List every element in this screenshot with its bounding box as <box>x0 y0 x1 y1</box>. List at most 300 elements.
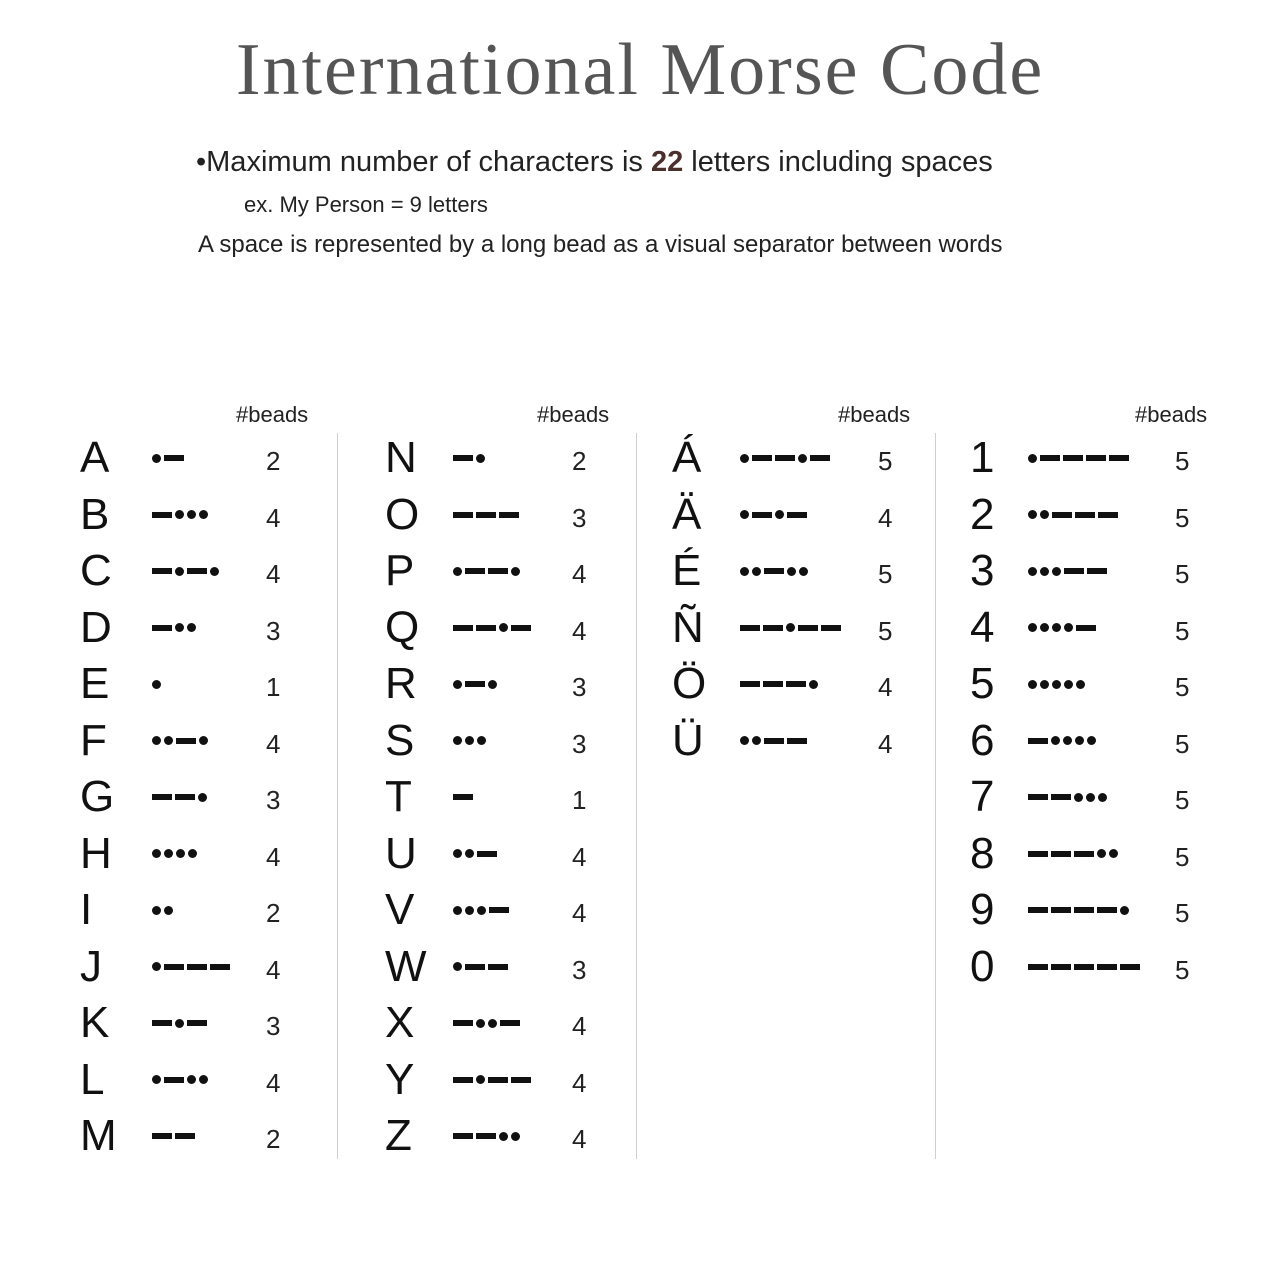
morse-pattern <box>152 849 200 859</box>
bead-count: 4 <box>572 559 587 589</box>
dash-bead <box>476 512 496 518</box>
morse-pattern <box>152 1131 198 1141</box>
morse-pattern <box>1028 905 1132 915</box>
dot-bead <box>164 906 173 915</box>
bead-count: 5 <box>878 559 893 589</box>
code-character: Q <box>385 602 420 652</box>
morse-pattern <box>152 736 211 746</box>
code-row <box>80 1108 380 1164</box>
dot-bead <box>199 1075 208 1084</box>
dash-bead <box>499 512 519 518</box>
morse-pattern <box>1028 453 1132 463</box>
dash-bead <box>764 738 784 744</box>
dot-bead <box>740 736 749 745</box>
dot-bead <box>1028 567 1037 576</box>
code-character: L <box>80 1054 105 1104</box>
dash-bead <box>465 568 485 574</box>
dot-bead <box>175 1019 184 1028</box>
dash-bead <box>1051 964 1071 970</box>
dash-bead <box>477 851 497 857</box>
dot-bead <box>1040 567 1049 576</box>
dash-bead <box>152 1133 172 1139</box>
code-character: 9 <box>970 885 995 934</box>
morse-pattern <box>453 510 522 520</box>
dot-bead <box>809 680 818 689</box>
dot-bead <box>1028 510 1037 519</box>
column-divider <box>636 433 637 1159</box>
morse-pattern <box>152 566 222 576</box>
dash-bead <box>175 794 195 800</box>
morse-pattern <box>453 1018 523 1028</box>
code-row <box>80 769 380 825</box>
dash-bead <box>1063 455 1083 461</box>
code-row <box>672 600 972 656</box>
dot-bead <box>152 454 161 463</box>
dot-bead <box>1087 736 1096 745</box>
dot-bead <box>199 510 208 519</box>
dash-bead <box>453 1133 473 1139</box>
max-characters-note <box>196 146 993 179</box>
dot-bead <box>1064 623 1073 632</box>
dot-bead <box>1064 680 1073 689</box>
dot-bead <box>752 736 761 745</box>
code-row <box>80 713 380 769</box>
dot-bead <box>453 906 462 915</box>
dash-bead <box>453 1020 473 1026</box>
dot-bead <box>476 454 485 463</box>
note-suffix: letters including spaces <box>683 146 993 178</box>
code-row <box>385 656 685 712</box>
bead-count: 3 <box>572 502 587 533</box>
bead-count: 4 <box>266 728 281 759</box>
bead-count: 4 <box>266 954 281 985</box>
note-prefix: •Maximum number of characters is <box>196 146 651 178</box>
dot-bead <box>1109 849 1118 858</box>
dash-bead <box>476 1133 496 1139</box>
code-character: Ñ <box>672 602 704 652</box>
dash-bead <box>488 568 508 574</box>
morse-pattern <box>1028 849 1121 859</box>
code-row <box>385 430 685 486</box>
code-row <box>672 430 972 486</box>
bead-count: 5 <box>1175 672 1190 702</box>
code-row <box>80 826 380 882</box>
morse-pattern <box>740 623 844 633</box>
dot-bead <box>176 849 185 858</box>
bead-count: 2 <box>266 1124 281 1154</box>
dash-bead <box>775 455 795 461</box>
morse-pattern <box>453 566 523 576</box>
code-character: Y <box>385 1054 415 1104</box>
dash-bead <box>763 625 783 631</box>
morse-pattern <box>1028 962 1143 972</box>
bead-count: 5 <box>1175 446 1190 476</box>
code-row <box>970 600 1270 656</box>
dash-bead <box>500 1020 520 1026</box>
dash-bead <box>740 625 760 631</box>
dot-bead <box>175 567 184 576</box>
dash-bead <box>1028 964 1048 970</box>
column-header-beads: #beads <box>1135 402 1208 427</box>
dash-bead <box>476 625 496 631</box>
code-character: T <box>385 772 412 821</box>
dot-bead <box>752 567 761 576</box>
morse-pattern <box>453 849 500 859</box>
dash-bead <box>152 1020 172 1026</box>
code-character: Ü <box>672 715 704 765</box>
bead-count: 4 <box>572 841 587 872</box>
code-row <box>385 543 685 599</box>
bead-count: 4 <box>266 502 281 533</box>
dash-bead <box>752 512 772 518</box>
example-note: ex. My Person = 9 letters <box>244 192 488 217</box>
dash-bead <box>1028 907 1048 913</box>
bead-count: 4 <box>572 1124 587 1154</box>
code-row <box>80 656 380 712</box>
dot-bead <box>1120 906 1129 915</box>
code-row <box>385 882 685 938</box>
code-row <box>80 600 380 656</box>
dot-bead <box>453 962 462 971</box>
bead-count: 5 <box>1175 502 1190 533</box>
code-row <box>970 543 1270 599</box>
code-row <box>672 656 972 712</box>
dot-bead <box>1052 680 1061 689</box>
bead-count: 3 <box>572 954 587 985</box>
code-row <box>970 656 1270 712</box>
dash-bead <box>1098 512 1118 518</box>
dot-bead <box>187 510 196 519</box>
bead-count: 1 <box>572 785 587 815</box>
morse-pattern <box>1028 510 1121 520</box>
morse-pattern <box>740 453 833 463</box>
morse-pattern <box>152 905 176 915</box>
morse-pattern <box>1028 623 1099 633</box>
bead-count: 3 <box>266 1011 281 1041</box>
code-character: P <box>385 546 415 595</box>
dot-bead <box>199 736 208 745</box>
morse-pattern <box>740 566 811 576</box>
bead-count: 5 <box>1175 559 1190 589</box>
bead-count: 3 <box>266 615 281 646</box>
code-row <box>970 826 1270 882</box>
dash-bead <box>1086 455 1106 461</box>
bead-count: 5 <box>1175 898 1190 928</box>
bead-count: 4 <box>572 1067 587 1098</box>
bead-count: 5 <box>1175 841 1190 872</box>
code-character: C <box>80 546 112 595</box>
dash-bead <box>187 568 207 574</box>
code-row <box>385 1108 685 1164</box>
code-character: H <box>80 828 112 878</box>
dash-bead <box>1087 568 1107 574</box>
morse-pattern <box>453 679 500 689</box>
code-row <box>970 487 1270 543</box>
dot-bead <box>488 680 497 689</box>
dash-bead <box>752 455 772 461</box>
dash-bead <box>488 1077 508 1083</box>
code-character: N <box>385 433 417 482</box>
dash-bead <box>164 455 184 461</box>
dash-bead <box>152 625 172 631</box>
dot-bead <box>1040 623 1049 632</box>
bead-count: 4 <box>572 1011 587 1041</box>
code-character: Z <box>385 1111 412 1160</box>
dot-bead <box>511 1132 520 1141</box>
dash-bead <box>453 512 473 518</box>
dot-bead <box>476 1019 485 1028</box>
dash-bead <box>1040 455 1060 461</box>
dash-bead <box>1051 794 1071 800</box>
dash-bead <box>1097 907 1117 913</box>
morse-pattern <box>1028 792 1110 802</box>
morse-pattern <box>740 736 810 746</box>
code-character: K <box>80 998 110 1047</box>
dash-bead <box>176 738 196 744</box>
dash-bead <box>453 455 473 461</box>
dot-bead <box>775 510 784 519</box>
bead-count: 4 <box>878 728 893 759</box>
morse-pattern <box>453 1075 534 1085</box>
dot-bead <box>1063 736 1072 745</box>
code-character: 6 <box>970 715 995 765</box>
morse-pattern <box>152 679 164 689</box>
dash-bead <box>175 1133 195 1139</box>
dash-bead <box>740 681 760 687</box>
dot-bead <box>1052 567 1061 576</box>
dot-bead <box>164 736 173 745</box>
dot-bead <box>499 1132 508 1141</box>
code-character: Ä <box>672 489 702 539</box>
dot-bead <box>210 567 219 576</box>
bead-count: 5 <box>1175 615 1190 646</box>
code-row <box>80 882 380 938</box>
column-letters-n-z <box>385 400 685 1160</box>
dash-bead <box>798 625 818 631</box>
dot-bead <box>477 906 486 915</box>
space-note: A space is represented by a long bead as a visual separator between words <box>198 231 1003 258</box>
dot-bead <box>175 623 184 632</box>
bead-count: 4 <box>878 672 893 702</box>
code-row <box>970 769 1270 825</box>
column-divider <box>935 433 936 1159</box>
dash-bead <box>164 1077 184 1083</box>
code-row <box>80 1052 380 1108</box>
code-character: 4 <box>970 602 995 652</box>
dash-bead <box>465 964 485 970</box>
code-character: S <box>385 715 415 765</box>
dot-bead <box>188 849 197 858</box>
code-row <box>672 487 972 543</box>
dot-bead <box>152 736 161 745</box>
dash-bead <box>786 681 806 687</box>
dash-bead <box>511 625 531 631</box>
dash-bead <box>1051 907 1071 913</box>
bead-count: 5 <box>878 615 893 646</box>
code-row <box>80 995 380 1051</box>
code-row <box>385 769 685 825</box>
dash-bead <box>453 625 473 631</box>
dash-bead <box>787 512 807 518</box>
morse-pattern <box>152 1075 211 1085</box>
dot-bead <box>786 623 795 632</box>
dash-bead <box>187 1020 207 1026</box>
dash-bead <box>1074 964 1094 970</box>
morse-pattern <box>453 1131 523 1141</box>
morse-pattern <box>152 962 233 972</box>
bead-count: 4 <box>266 1067 281 1098</box>
dash-bead <box>210 964 230 970</box>
morse-pattern <box>152 792 210 802</box>
code-character: A <box>80 433 110 482</box>
bead-count: 4 <box>572 615 587 646</box>
dot-bead <box>465 906 474 915</box>
dash-bead <box>453 1077 473 1083</box>
code-row <box>385 713 685 769</box>
code-character: E <box>80 659 110 708</box>
bead-count: 4 <box>266 841 281 872</box>
dot-bead <box>453 849 462 858</box>
dash-bead <box>1028 738 1048 744</box>
morse-pattern <box>453 736 489 746</box>
dash-bead <box>1074 907 1094 913</box>
code-character: 0 <box>970 941 995 991</box>
dot-bead <box>477 736 486 745</box>
dot-bead <box>799 567 808 576</box>
dot-bead <box>152 906 161 915</box>
dash-bead <box>1074 851 1094 857</box>
bead-count: 3 <box>266 785 281 815</box>
dot-bead <box>187 1075 196 1084</box>
code-character: 1 <box>970 433 995 482</box>
dash-bead <box>453 794 473 800</box>
dot-bead <box>1040 510 1049 519</box>
code-row <box>672 713 972 769</box>
dash-bead <box>764 568 784 574</box>
bead-count: 5 <box>1175 954 1190 985</box>
dot-bead <box>1051 736 1060 745</box>
code-row <box>970 713 1270 769</box>
morse-pattern <box>1028 566 1110 576</box>
code-character: 2 <box>970 489 995 539</box>
dot-bead <box>787 567 796 576</box>
dot-bead <box>740 510 749 519</box>
code-character: J <box>80 941 102 991</box>
code-character: X <box>385 998 415 1047</box>
column-header-beads: #beads <box>236 402 309 427</box>
code-character: F <box>80 715 107 765</box>
dot-bead <box>1028 454 1037 463</box>
code-row <box>385 1052 685 1108</box>
code-character: B <box>80 489 110 539</box>
dash-bead <box>152 794 172 800</box>
code-character: R <box>385 659 417 708</box>
morse-pattern <box>152 453 187 463</box>
dot-bead <box>511 567 520 576</box>
dot-bead <box>175 510 184 519</box>
code-character: 5 <box>970 659 995 708</box>
code-row <box>80 487 380 543</box>
dot-bead <box>1086 793 1095 802</box>
dot-bead <box>1028 623 1037 632</box>
dash-bead <box>1052 512 1072 518</box>
dot-bead <box>1040 680 1049 689</box>
dot-bead <box>453 736 462 745</box>
code-row <box>385 826 685 882</box>
column-header-beads: #beads <box>537 402 610 427</box>
dash-bead <box>810 455 830 461</box>
dash-bead <box>1051 851 1071 857</box>
dot-bead <box>1028 680 1037 689</box>
code-row <box>80 543 380 599</box>
dash-bead <box>1028 794 1048 800</box>
code-character: O <box>385 489 420 539</box>
code-character: V <box>385 885 415 934</box>
code-row <box>970 882 1270 938</box>
morse-pattern <box>453 905 512 915</box>
dot-bead <box>1075 736 1084 745</box>
code-character: U <box>385 828 417 878</box>
dash-bead <box>1028 851 1048 857</box>
dot-bead <box>740 567 749 576</box>
bead-count: 2 <box>266 446 281 476</box>
column-header-beads: #beads <box>838 402 911 427</box>
bead-count: 1 <box>266 672 281 702</box>
dash-bead <box>1120 964 1140 970</box>
code-character: W <box>385 941 427 991</box>
dot-bead <box>740 454 749 463</box>
code-character: I <box>80 885 93 934</box>
dash-bead <box>465 681 485 687</box>
dot-bead <box>1074 793 1083 802</box>
dot-bead <box>453 680 462 689</box>
code-character: M <box>80 1111 117 1160</box>
page-title: International Morse Code <box>235 29 1045 111</box>
code-character: 8 <box>970 828 995 878</box>
column-divider <box>337 433 338 1159</box>
morse-pattern <box>152 510 211 520</box>
dash-bead <box>1064 568 1084 574</box>
code-character: Á <box>672 433 702 482</box>
dot-bead <box>152 962 161 971</box>
dot-bead <box>499 623 508 632</box>
dot-bead <box>453 567 462 576</box>
dash-bead <box>1109 455 1129 461</box>
bead-count: 4 <box>266 559 281 589</box>
dash-bead <box>489 907 509 913</box>
code-row <box>385 487 685 543</box>
dash-bead <box>152 568 172 574</box>
code-character: Ö <box>672 659 707 708</box>
dash-bead <box>1097 964 1117 970</box>
bead-count: 3 <box>572 672 587 702</box>
code-row <box>970 939 1270 995</box>
dash-bead <box>488 964 508 970</box>
morse-pattern <box>740 510 810 520</box>
morse-pattern <box>152 1018 210 1028</box>
dash-bead <box>787 738 807 744</box>
bead-count: 3 <box>572 728 587 759</box>
dot-bead <box>488 1019 497 1028</box>
morse-pattern <box>740 679 821 689</box>
dot-bead <box>1076 680 1085 689</box>
dash-bead <box>187 964 207 970</box>
dash-bead <box>152 512 172 518</box>
dot-bead <box>1052 623 1061 632</box>
dot-bead <box>152 680 161 689</box>
morse-pattern <box>152 623 199 633</box>
code-row <box>80 430 380 486</box>
